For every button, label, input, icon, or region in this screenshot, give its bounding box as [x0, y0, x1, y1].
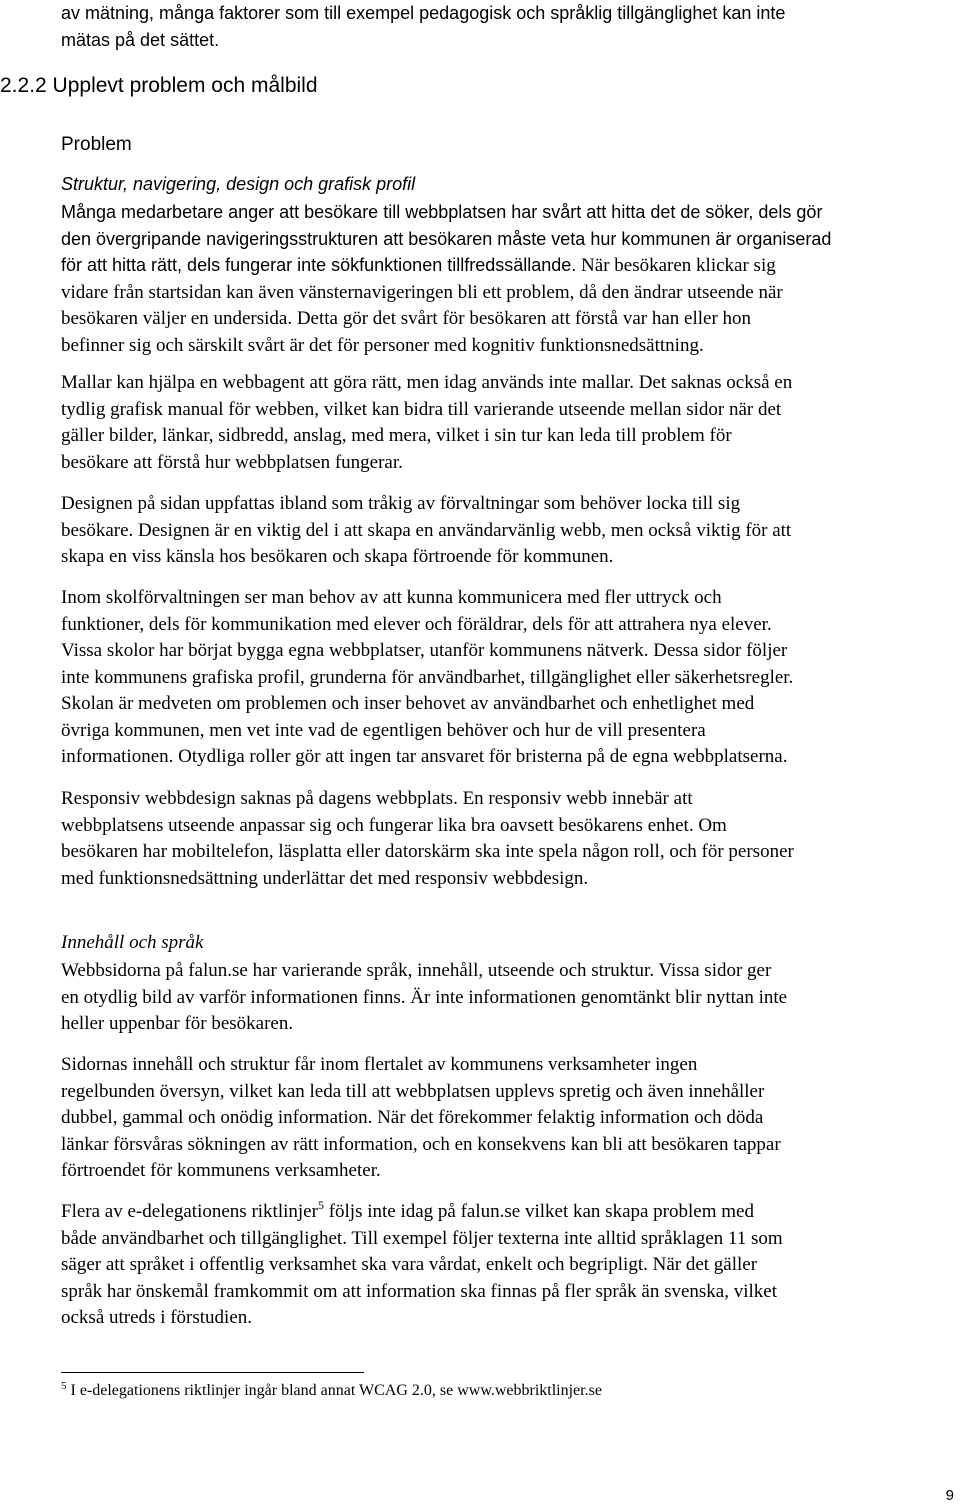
text-line: Vissa skolor har börjat bygga egna webbplatser, utanför kommunens nätverk. Dessa sidor följer: [61, 640, 788, 661]
content-paragraph: [61, 958, 960, 1038]
text-line: dubbel, gammal och onödig information. När det förekommer felaktig information och döda: [61, 1107, 764, 1128]
school-paragraph: [61, 585, 960, 771]
text-line: webbplatsens utseende anpassar sig och fungerar lika bra oavsett besökarens enhet. Om: [61, 814, 727, 836]
text-segment: följs inte idag på falun.se vilket kan skapa problem med: [323, 1201, 754, 1222]
text-line: Designen på sidan uppfattas ibland som tråkig av förvaltningar som behöver locka till sig: [61, 493, 741, 514]
guidelines-paragraph: [61, 1199, 960, 1332]
text-line: både användbarhet och tillgänglighet. Till exempel följer texterna inte alltid språklagen 11 som: [61, 1227, 783, 1249]
text-line: den övergripande navigeringsstrukturen att besökaren måste veta hur kommunen är organiserad: [61, 228, 832, 249]
text-line: regelbunden översyn, vilket kan leda till att webbplatsen upplevs spretig och även innehåller: [61, 1080, 765, 1102]
text-line: inte kommunens grafiska profil, grunderna för användbarhet, tillgänglighet eller säkerhetsregler.: [61, 666, 794, 688]
text-line: Responsiv webbdesign saknas på dagens webbplats. En responsiv webb innebär att: [61, 788, 693, 809]
text-line: Mallar kan hjälpa en webbagent att göra rätt, men idag används inte mallar. Det saknas också en: [61, 372, 793, 393]
page-number: 9: [945, 1487, 954, 1504]
text-line: förtroendet för kommunens verksamheter.: [61, 1160, 381, 1181]
text-line: besökaren har mobiltelefon, läsplatta eller datorskärm ska inte spela någon roll, och för personer: [61, 841, 794, 862]
text-line: informationen. Otydliga roller gör att ingen tar ansvaret för bristerna på de egna webbplatserna.: [61, 746, 788, 767]
footnote-number: 5: [61, 1380, 67, 1392]
review-paragraph: [61, 1052, 960, 1185]
text-line: mätas på det sättet.: [61, 29, 220, 50]
text-line: säger att språket i offentlig verksamhet ska vara vårdat, enkelt och begripligt. När det gäller: [61, 1254, 758, 1275]
text-line: funktioner, dels för kommunikation med elever och föräldrar, dels för att attrahera nya elever.: [61, 613, 772, 635]
text-line: Många medarbetare anger att besökare till webbplatsen har svårt att hitta det de söker, dels gör: [61, 202, 823, 222]
text-line: Sidornas innehåll och struktur får inom flertalet av kommunens verksamheter ingen: [61, 1054, 698, 1075]
text-segment: Flera av e-delegationens riktlinjer: [61, 1201, 318, 1222]
design-paragraph: [61, 491, 960, 571]
text-line: Skolan är medveten om problemen och inser behovet av användbarhet och enhetlighet med: [61, 693, 755, 714]
footnote-reference[interactable]: 5: [317, 1198, 324, 1212]
footnote-divider: [61, 1372, 364, 1373]
text-line: Webbsidorna på falun.se har varierande språk, innehåll, utseende och struktur. Vissa sidor ger: [61, 960, 772, 981]
text-line: språk har önskemål framkommit om att information ska finnas på fler språk än svenska, vilket: [61, 1280, 778, 1302]
text-line: av mätning, många faktorer som till exempel pedagogisk och språklig tillgänglighet kan inte: [61, 3, 786, 23]
text-line: länkar försvåras sökningen av rätt information, och en konsekvens kan bli att besökaren tappar: [61, 1133, 781, 1155]
text-line: för att hitta rätt, dels fungerar inte sökfunktionen tillfredssällande.: [61, 255, 577, 275]
section-heading: 2.2.2 Upplevt problem och målbild: [0, 74, 318, 97]
footnote: [61, 1382, 960, 1400]
subsection-title: Struktur, navigering, design och grafisk profil: [61, 174, 416, 194]
text-line: befinner sig och särskilt svårt är det för personer med kognitiv funktionsnedsättning.: [61, 334, 704, 356]
text-line: en otydlig bild av varför informationen finns. Är inte informationen genomtänkt blir nyttan inte: [61, 986, 788, 1008]
text-line: också utreds i förstudien.: [61, 1307, 253, 1328]
text-line: besökare att förstå hur webbplatsen fungerar.: [61, 451, 403, 473]
text-line: övriga kommunen, men vet inte vad de egentligen behöver och hur de vill presentera: [61, 719, 706, 741]
text-line: vidare från startsidan kan även vänsternavigeringen bli ett problem, då den ändrar utseende när: [61, 281, 783, 303]
text-line: skapa en viss känsla hos besökaren och skapa förtroende för kommunen.: [61, 546, 614, 567]
text-line: heller uppenbar för besökaren.: [61, 1013, 294, 1034]
intro-paragraph: [61, 0, 960, 53]
text-line: gäller bilder, länkar, sidbredd, anslag, med mera, vilket i sin tur kan leda till problem för: [61, 425, 732, 446]
problem-heading: Problem: [61, 134, 132, 155]
structure-paragraph: [61, 199, 960, 359]
responsive-paragraph: [61, 786, 960, 892]
templates-paragraph: [61, 370, 960, 476]
text-line-tail: När besökaren klickar sig: [576, 255, 776, 276]
text-line: besökare. Designen är en viktig del i att skapa en användarvänlig webb, men också viktig för att: [61, 519, 792, 541]
text-line: med funktionsnedsättning underlättar det med responsiv webbdesign.: [61, 867, 589, 889]
text-line: besökaren väljer en undersida. Detta gör det svårt för besökaren att förstå var han eller hon: [61, 308, 752, 329]
text-line: Inom skolförvaltningen ser man behov av att kunna kommunicera med fler uttryck och: [61, 587, 722, 608]
text-line: tydlig grafisk manual för webben, vilket kan bidra till varierande utseende mellan sidor när det: [61, 398, 782, 420]
subsection-title: Innehåll och språk: [61, 932, 204, 953]
footnote-text: I e-delegationens riktlinjer ingår bland annat WCAG 2.0, se www.webbriktlinjer.se: [66, 1382, 602, 1399]
